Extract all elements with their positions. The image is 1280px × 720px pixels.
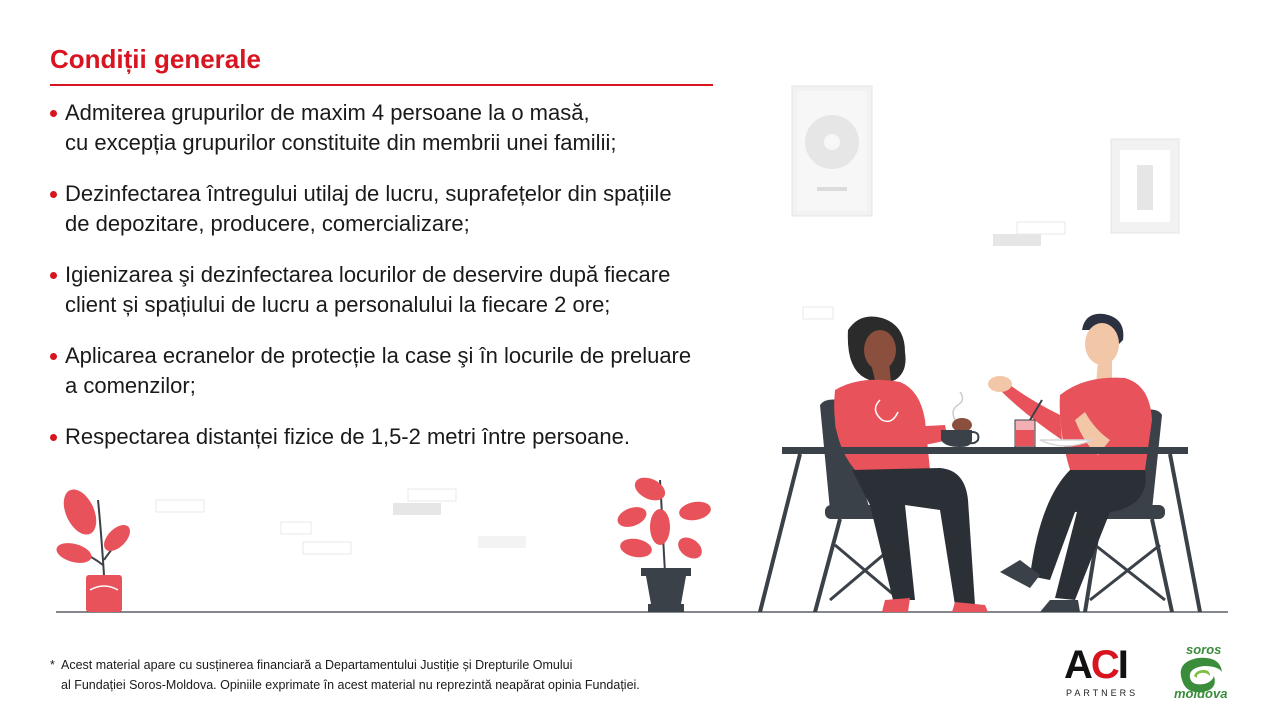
aci-logo-mark: ACI: [1064, 643, 1127, 687]
bullet-text-line: a comenzilor;: [65, 373, 196, 398]
bullet-text-line: cu excepția grupurilor constituite din membrii unei familii;: [65, 130, 617, 155]
man-figure: [988, 314, 1152, 612]
aci-partners-logo: [1064, 644, 1144, 702]
bullet-text-line: Igienizarea şi dezinfectarea locurilor de deservire după fiecare: [65, 262, 671, 287]
footnote-text: Acest material apare cu susținerea financiară a Departamentului Justiție și Drepturile Omului: [61, 658, 573, 672]
slide-title: Condiții generale: [50, 44, 261, 74]
bullet-text-line: client și spațiului de lucru a personalului la fiecare 2 ore;: [65, 292, 611, 317]
bullet-text-line: de depozitare, producere, comercializare;: [65, 211, 470, 236]
footnote-text: al Fundației Soros-Moldova. Opiniile exprimate în acest material nu reprezintă neapărat opinia Fundației.: [61, 678, 640, 692]
soros-logo-text: soros: [1186, 642, 1222, 657]
potted-plant-icon: [615, 473, 712, 612]
picture-frame-icon: [1111, 139, 1179, 233]
bullet-text-line: Admiterea grupurilor de maxim 4 persoane la o masă,: [65, 100, 590, 125]
bullet-text-line: Dezinfectarea întregului utilaj de lucru, suprafețelor din spațiile: [65, 181, 672, 206]
aci-logo-subtitle: PARTNERS: [1066, 688, 1139, 698]
wall-clock-icon: [792, 86, 872, 216]
potted-plant-icon: [54, 484, 134, 612]
bullet-text-line: Respectarea distanței fizice de 1,5-2 metri între persoane.: [65, 424, 630, 449]
footnote-marker: *: [50, 658, 55, 672]
footnote: [50, 655, 640, 695]
woman-figure: [834, 317, 988, 613]
soros-moldova-logo: [1168, 642, 1234, 704]
soros-logo-text: moldova: [1174, 686, 1228, 701]
bullet-text-line: Aplicarea ecranelor de protecție la case şi în locurile de preluare: [65, 343, 692, 368]
